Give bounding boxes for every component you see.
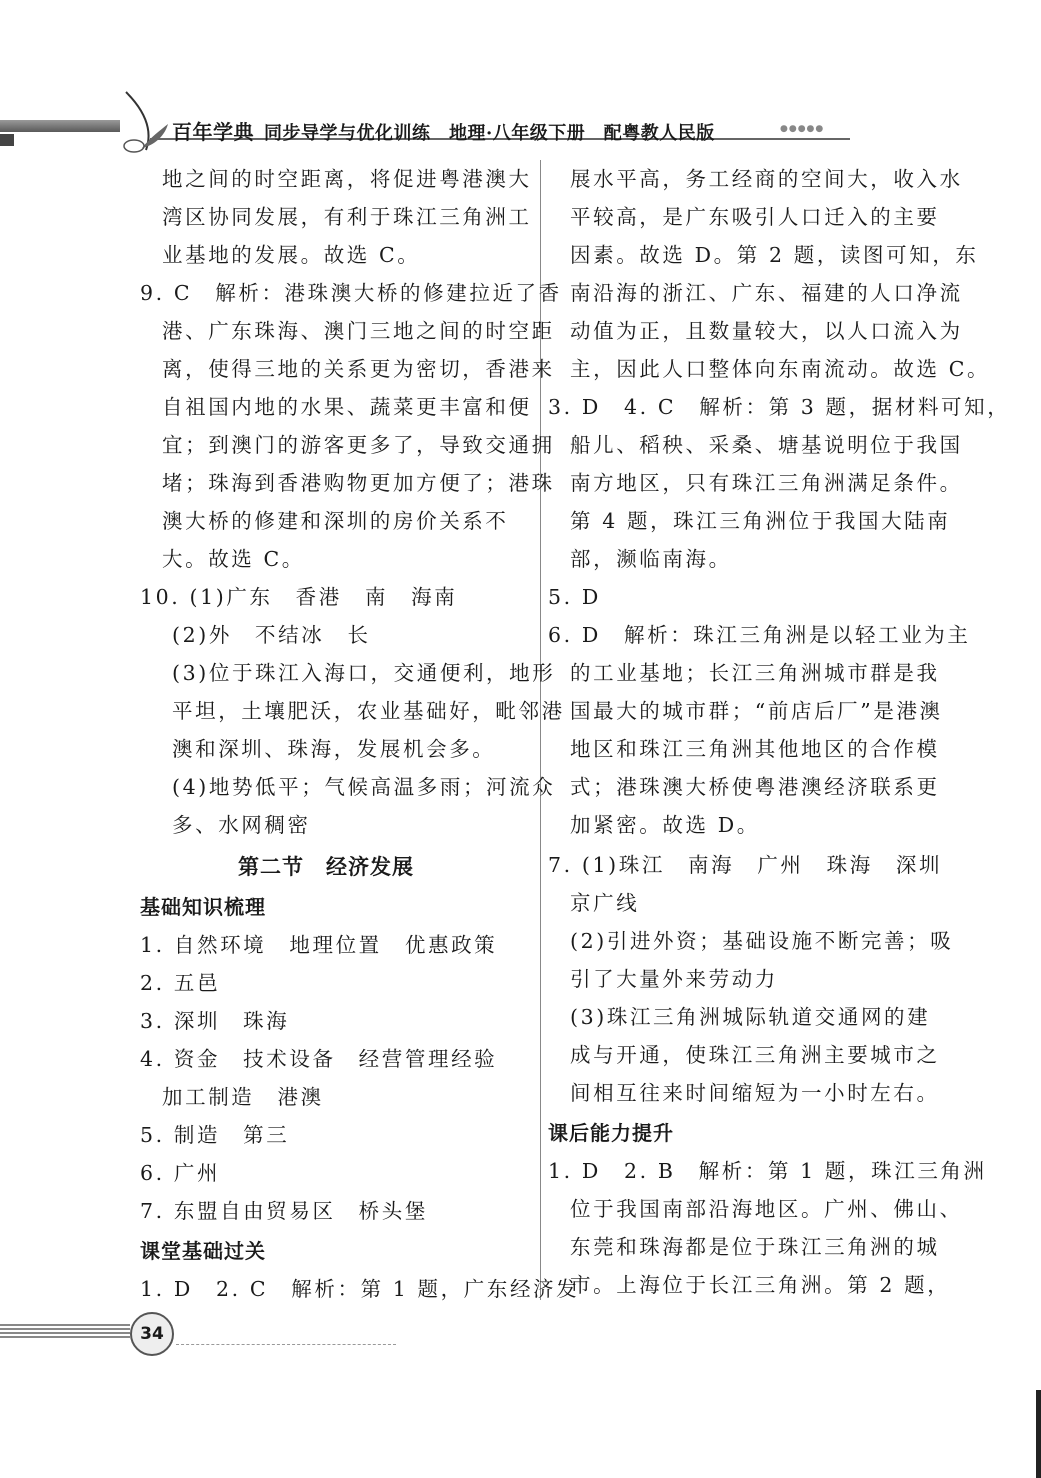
answer-9: 9. C 解析：港珠澳大桥的修建拉近了香 xyxy=(140,281,562,305)
answer-10: 10. (1)广东 香港 南 海南 xyxy=(140,585,458,609)
text-line: 位于我国南部沿海地区。广州、佛山、 xyxy=(570,1197,963,1221)
text-line: 加工制造 港澳 xyxy=(162,1085,324,1109)
text-line: (4)地势低平；气候高温多雨；河流众 xyxy=(172,775,556,799)
text-line: 的工业基地；长江三角洲城市群是我 xyxy=(570,661,940,685)
text-line: 港、广东珠海、澳门三地之间的时空距 xyxy=(162,319,555,343)
header-decoration-bar xyxy=(0,120,120,132)
text-line: 3. 深圳 珠海 xyxy=(140,1009,290,1033)
header-decoration-block xyxy=(0,134,14,146)
header-brand: 百年学典 xyxy=(172,120,254,144)
page-header xyxy=(0,88,1041,158)
header-subtitle: 同步导学与优化训练 地理·八年级下册 配粤教人民版 xyxy=(264,123,715,144)
header-title xyxy=(172,116,715,145)
quill-pen-icon xyxy=(112,88,172,158)
text-line: 7. 东盟自由贸易区 桥头堡 xyxy=(140,1199,428,1223)
scan-edge-mark xyxy=(1036,1390,1041,1478)
text-line: 因素。故选 D。第 2 题，读图可知，东 xyxy=(570,243,979,267)
text-line: (3)位于珠江入海口，交通便利，地形 xyxy=(172,661,556,685)
text-line: 澳大桥的修建和深圳的房价关系不 xyxy=(162,509,509,533)
header-dots: ●●●●● xyxy=(780,124,825,134)
text-line: 宜；到澳门的游客更多了，导致交通拥 xyxy=(162,433,555,457)
text-line: 式；港珠澳大桥使粤港澳经济联系更 xyxy=(570,775,940,799)
heading-after-class: 课后能力提升 xyxy=(548,1121,674,1145)
text-line: 平较高，是广东吸引人口迁入的主要 xyxy=(570,205,940,229)
text-line: 1. D 2. C 解析：第 1 题，广东经济发 xyxy=(140,1277,580,1301)
text-line: 澳和深圳、珠海，发展机会多。 xyxy=(172,737,496,761)
text-line: 展水平高，务工经商的空间大，收入水 xyxy=(570,167,963,191)
heading-classroom-basics: 课堂基础过关 xyxy=(140,1239,266,1263)
text-line: 6. 广州 xyxy=(140,1161,221,1185)
text-line: 多、水网稠密 xyxy=(172,813,311,837)
answer-1-2: 1. D 2. B 解析：第 1 题，珠江三角洲 xyxy=(548,1159,987,1183)
text-line: 市。上海位于长江三角洲。第 2 题， xyxy=(570,1273,951,1297)
answer-3-4: 3. D 4. C 解析：第 3 题，据材料可知， xyxy=(548,395,1011,419)
answer-6: 6. D 解析：珠江三角洲是以轻工业为主 xyxy=(548,623,971,647)
text-line: 第 4 题，珠江三角洲位于我国大陆南 xyxy=(570,509,951,533)
text-line: 南方地区，只有珠江三角洲满足条件。 xyxy=(570,471,963,495)
answer-7: 7. (1)珠江 南海 广州 珠海 深圳 xyxy=(548,853,943,877)
text-line: 加紧密。故选 D。 xyxy=(570,813,760,837)
text-line: 引了大量外来劳动力 xyxy=(570,967,778,991)
text-line: 大。故选 C。 xyxy=(162,547,305,571)
text-line: 成与开通，使珠江三角洲主要城市之 xyxy=(570,1043,940,1067)
text-line: 1. 自然环境 地理位置 优惠政策 xyxy=(140,933,498,957)
text-line: 平坦，土壤肥沃，农业基础好，毗邻港 xyxy=(172,699,565,723)
footer-dash-line xyxy=(176,1344,396,1345)
text-line: 国最大的城市群；“前店后厂”是港澳 xyxy=(570,699,943,723)
text-line: (2)引进外资；基础设施不断完善；吸 xyxy=(570,929,954,953)
text-line: 自祖国内地的水果、蔬菜更丰富和便 xyxy=(162,395,532,419)
text-line: 动值为正，且数量较大，以人口流入为 xyxy=(570,319,963,343)
text-line: 间相互往来时间缩短为一小时左右。 xyxy=(570,1081,940,1105)
page-footer xyxy=(0,1310,1041,1360)
page-number: 34 xyxy=(130,1312,174,1356)
text-line: (2)外 不结冰 长 xyxy=(172,623,371,647)
text-line: (3)珠江三角洲城际轨道交通网的建 xyxy=(570,1005,931,1029)
text-line: 湾区协同发展，有利于珠江三角洲工 xyxy=(162,205,532,229)
section-title: 第二节 经济发展 xyxy=(238,855,414,879)
text-line: 京广线 xyxy=(570,891,640,915)
text-line: 2. 五邑 xyxy=(140,971,221,995)
text-line: 5. 制造 第三 xyxy=(140,1123,290,1147)
text-line: 部，濒临南海。 xyxy=(570,547,732,571)
answer-5: 5. D xyxy=(548,585,601,609)
text-line: 东莞和珠海都是位于珠江三角洲的城 xyxy=(570,1235,940,1259)
text-line: 地区和珠江三角洲其他地区的合作模 xyxy=(570,737,940,761)
text-line: 主，因此人口整体向东南流动。故选 C。 xyxy=(570,357,991,381)
text-line: 堵；珠海到香港购物更加方便了；港珠 xyxy=(162,471,555,495)
text-line: 业基地的发展。故选 C。 xyxy=(162,243,421,267)
text-line: 船儿、稻秧、采桑、塘基说明位于我国 xyxy=(570,433,963,457)
text-line: 离，使得三地的关系更为密切，香港来 xyxy=(162,357,555,381)
heading-basic-knowledge: 基础知识梳理 xyxy=(140,895,266,919)
text-line: 南沿海的浙江、广东、福建的人口净流 xyxy=(570,281,963,305)
text-line: 4. 资金 技术设备 经营管理经验 xyxy=(140,1047,498,1071)
text-line: 地之间的时空距离，将促进粤港澳大 xyxy=(162,167,532,191)
footer-decoration-bars xyxy=(0,1324,130,1340)
